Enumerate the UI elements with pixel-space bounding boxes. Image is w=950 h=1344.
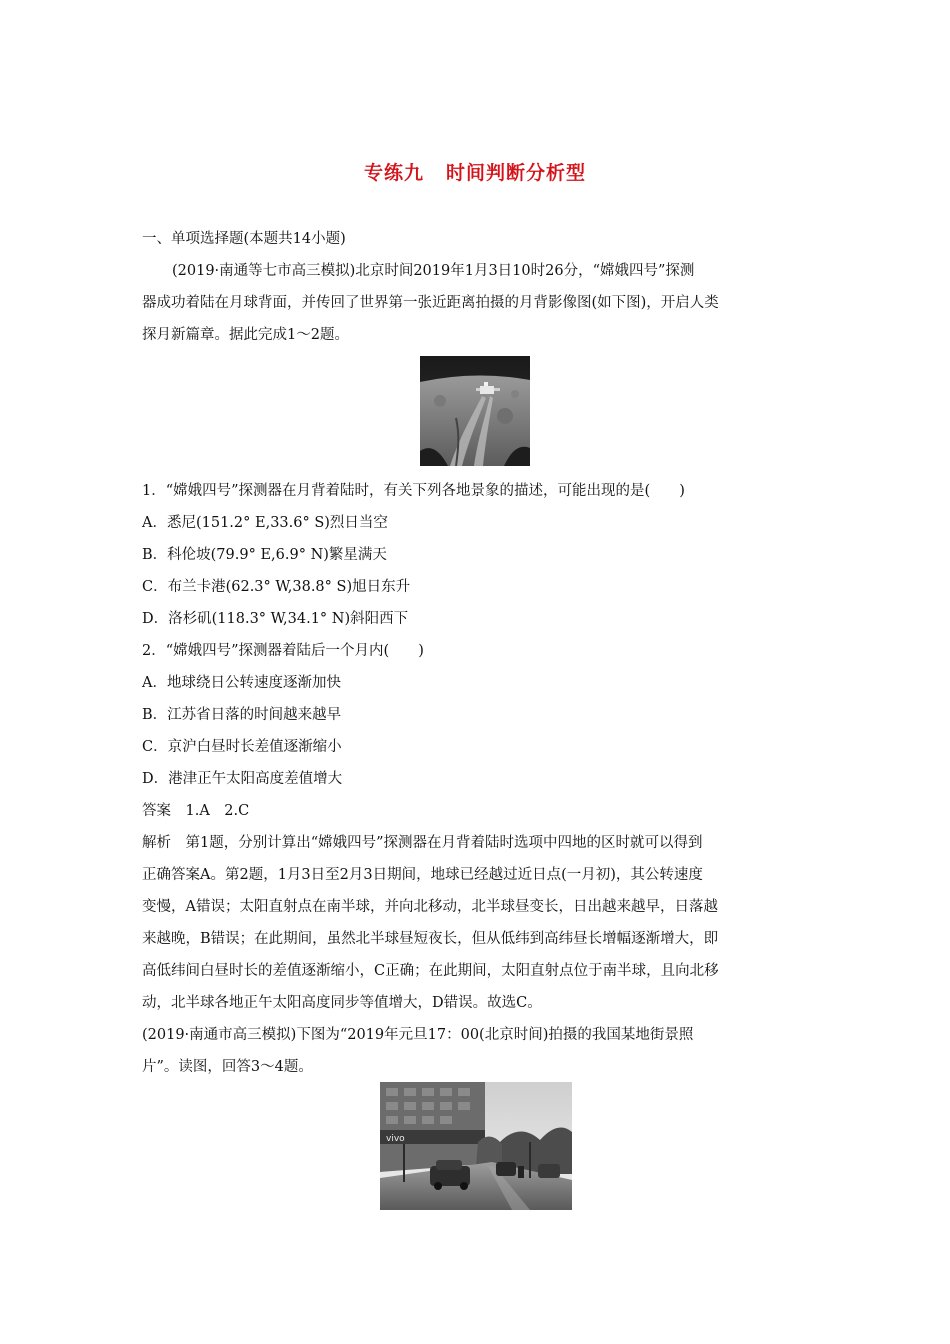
intro2-line: (2019·南通市高三模拟)下图为“2019年元旦17：00(北京时间)拍摄的我国某地街景照 <box>142 1027 694 1043</box>
analysis-line: 来越晚，B错误；在此期间，虽然北半球昼短夜长，但从低纬到高纬昼长增幅逐渐增大，即 <box>142 931 719 947</box>
analysis-line: 正确答案A。第2题，1月3日至2月3日期间，地球已经越过近日点(一月初)，其公转速度 <box>142 867 703 883</box>
title-part2: 时间判断分析型 <box>446 162 587 184</box>
question-1-option: A．悉尼(151.2° E,33.6° S)烈日当空 <box>142 515 388 531</box>
analysis-line: 解析 第1题，分别计算出“嫦娥四号”探测器在月背着陆时选项中四地的区时就可以得到 <box>142 835 703 851</box>
intro1-line: (2019·南通等七市高三模拟)北京时间2019年1月3日10时26分，“嫦娥四号”探测 <box>172 263 695 279</box>
analysis-line: 动，北半球各地正午太阳高度同步等值增大，D错误。故选C。 <box>142 995 542 1011</box>
street-sign-text: vivo <box>386 1134 405 1144</box>
question-1-option: B．科伦坡(79.9° E,6.9° N)繁星满天 <box>142 547 387 563</box>
intro1-line: 探月新篇章。据此完成1～2题。 <box>142 327 349 343</box>
page-title <box>0 158 950 185</box>
question-2-option: C．京沪白昼时长差值逐渐缩小 <box>142 739 342 755</box>
question-1-option: C．布兰卡港(62.3° W,38.8° S)旭日东升 <box>142 579 411 595</box>
analysis-line: 变慢，A错误；太阳直射点在南半球，并向北移动，北半球昼变长，日出越来越早，日落越 <box>142 899 718 915</box>
street-scene-photo <box>380 1082 572 1210</box>
question-2-stem: 2．“嫦娥四号”探测器着陆后一个月内( ) <box>142 643 424 659</box>
intro1-line: 器成功着陆在月球背面，并传回了世界第一张近距离拍摄的月背影像图(如下图)，开启人类 <box>142 295 719 311</box>
question-2-option: A．地球绕日公转速度逐渐加快 <box>142 675 341 691</box>
question-1-stem: 1．“嫦娥四号”探测器在月背着陆时，有关下列各地景象的描述，可能出现的是( ) <box>142 483 685 499</box>
title-part1: 专练九 <box>363 162 424 184</box>
intro2-line: 片”。读图，回答3～4题。 <box>142 1059 313 1075</box>
section-heading: 一、单项选择题(本题共14小题) <box>142 231 346 247</box>
question-1-option: D．洛杉矶(118.3° W,34.1° N)斜阳西下 <box>142 611 409 627</box>
answer-line: 答案 1.A 2.C <box>142 803 250 819</box>
analysis-line: 高低纬间白昼时长的差值逐渐缩小，C正确；在此期间，太阳直射点位于南半球，且向北移 <box>142 963 719 979</box>
question-2-option: B．江苏省日落的时间越来越早 <box>142 707 342 723</box>
question-2-option: D．港津正午太阳高度差值增大 <box>142 771 343 787</box>
lunar-surface-photo <box>420 356 530 466</box>
